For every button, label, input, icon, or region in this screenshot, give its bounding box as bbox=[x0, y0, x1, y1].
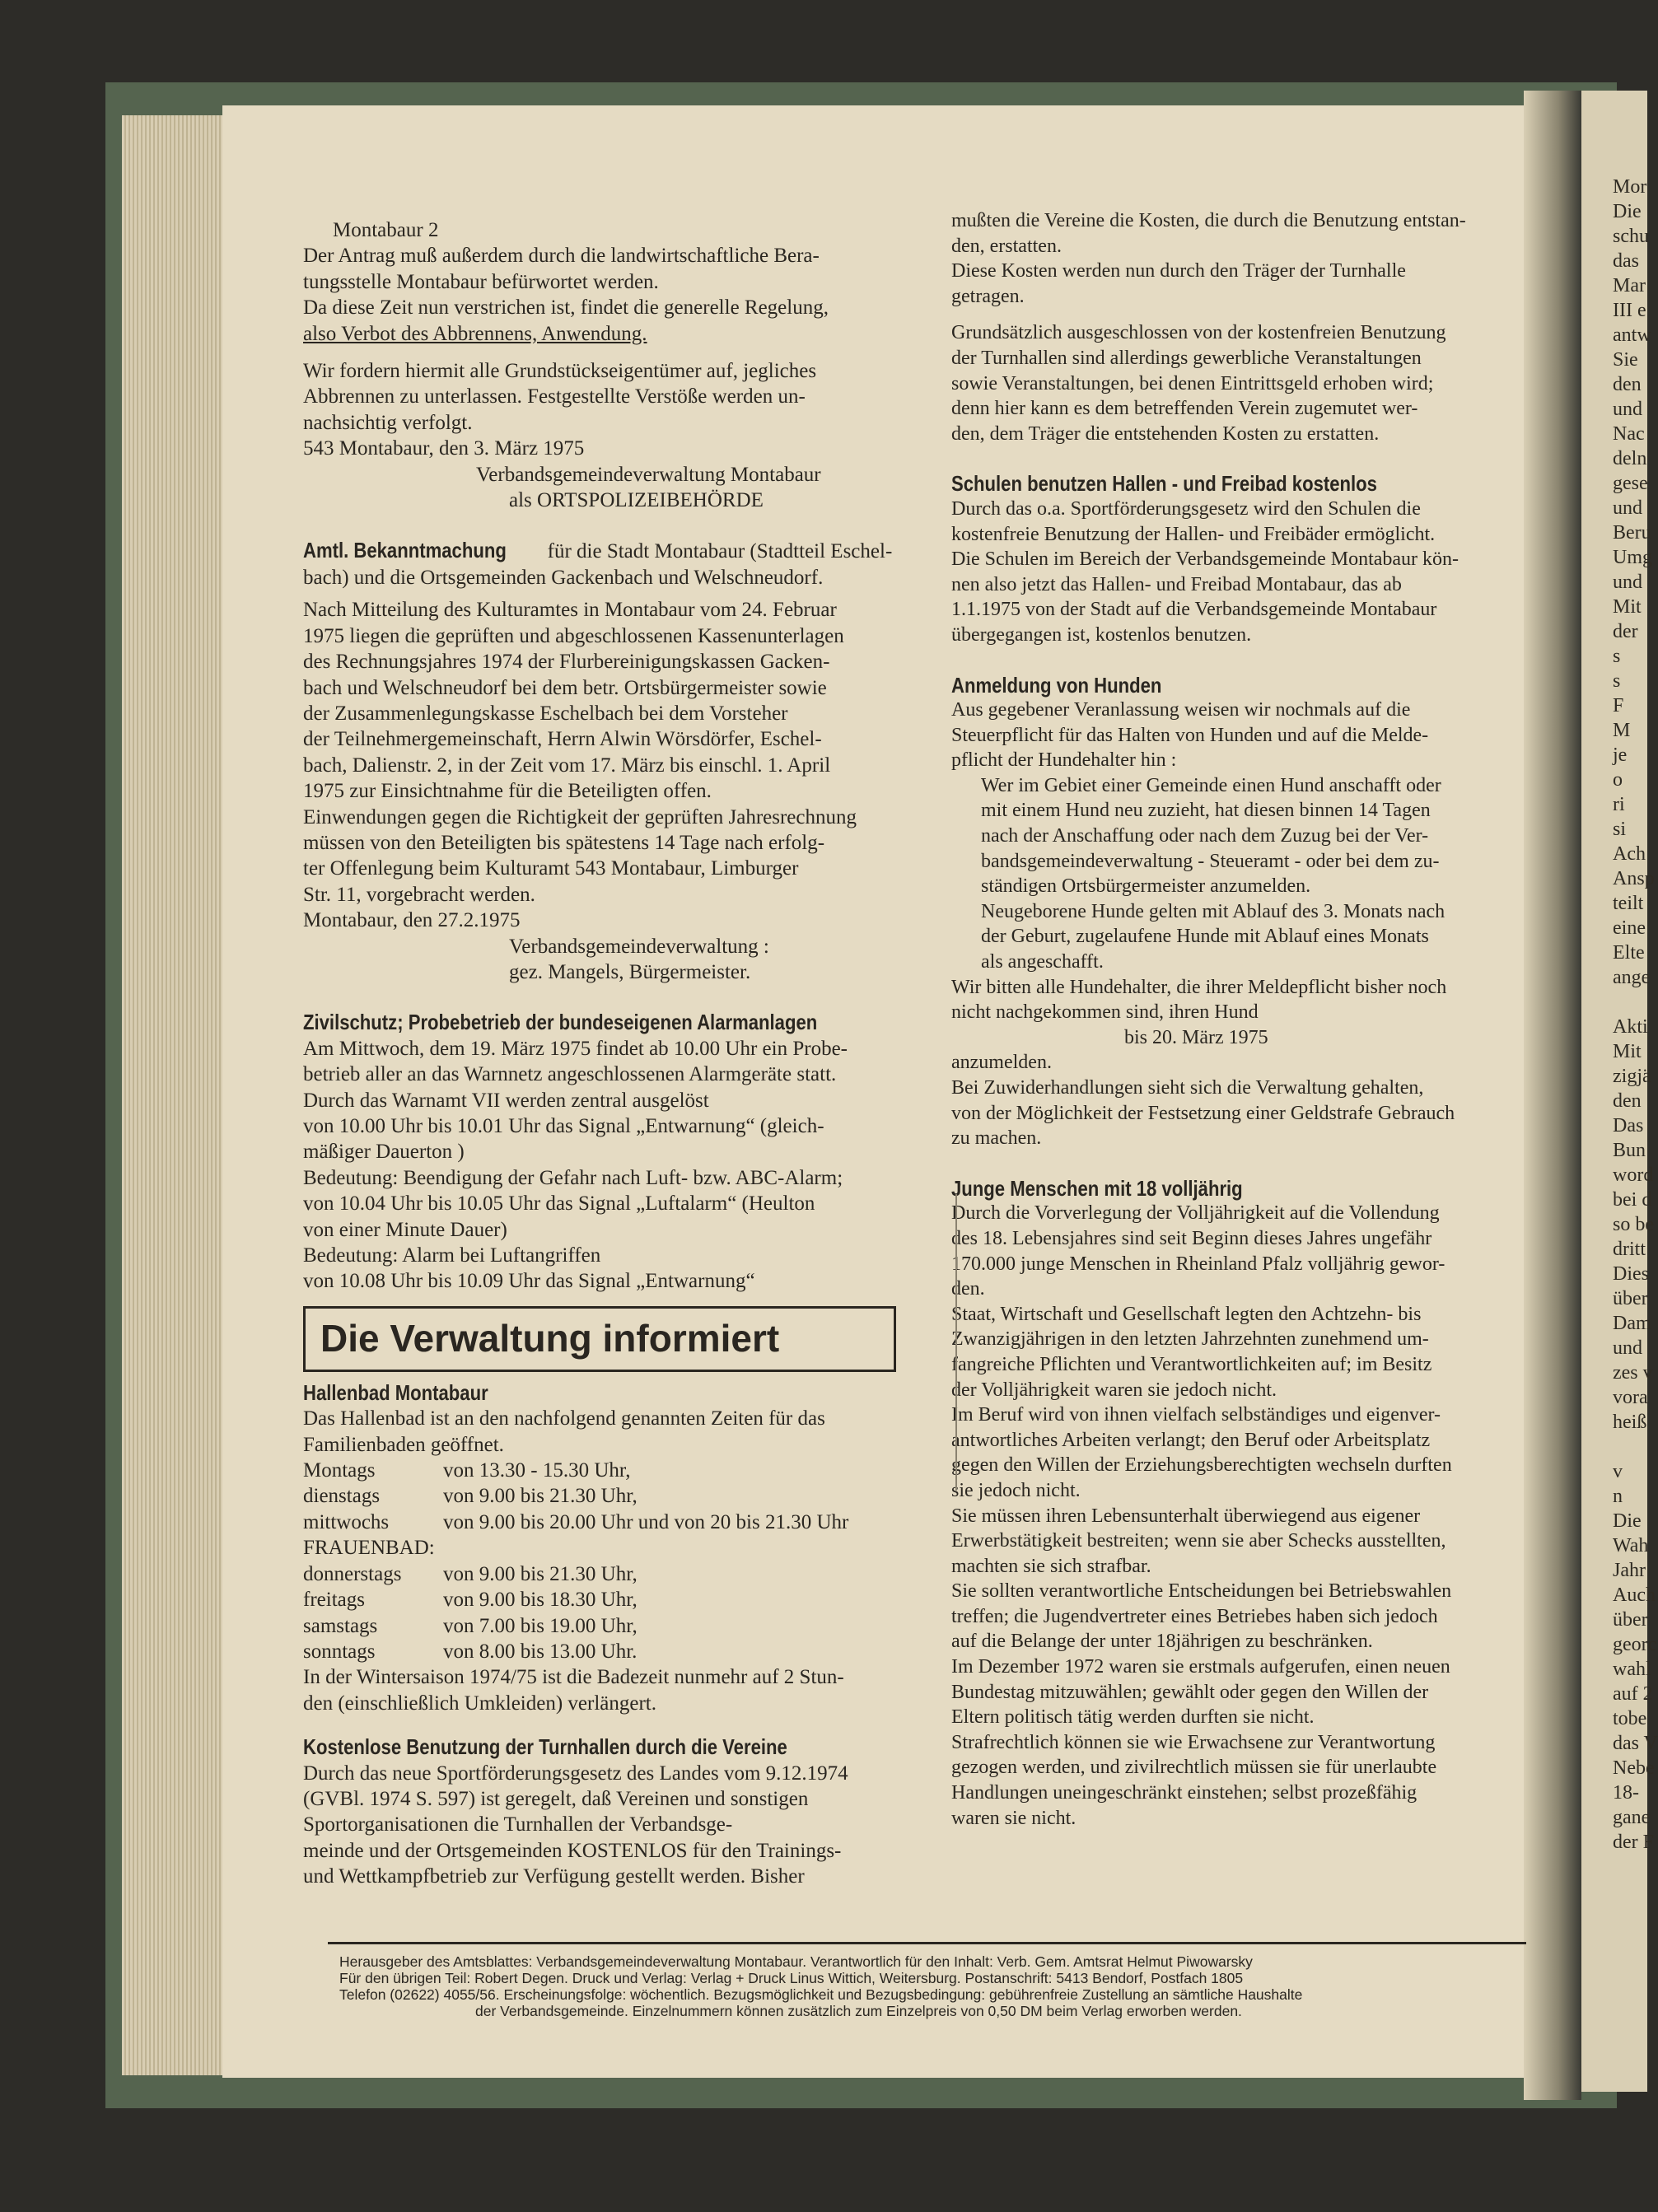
text-line: der Volljährigkeit waren sie jedoch nicht. bbox=[951, 1379, 1277, 1401]
next-page-fragment: Mit bbox=[1613, 1041, 1642, 1062]
schedule-day: samstags bbox=[303, 1614, 378, 1637]
footer-rule bbox=[328, 1942, 1526, 1944]
schedule-time: von 9.00 bis 18.30 Uhr, bbox=[443, 1589, 638, 1612]
section-heading: Hallenbad Montabaur bbox=[303, 1379, 488, 1405]
text-line: zu machen. bbox=[951, 1127, 1042, 1150]
text-line: In der Wintersaison 1974/75 ist die Badezeit nunmehr auf 2 Stun- bbox=[303, 1666, 844, 1689]
text-line: der Geburt, zugelaufene Hunde mit Ablauf eines Monats bbox=[981, 926, 1429, 948]
section-heading: Junge Menschen mit 18 volljährig bbox=[951, 1175, 1243, 1201]
schedule-day: donnerstags bbox=[303, 1562, 402, 1585]
text-line: Der Antrag muß außerdem durch die landwirtschaftliche Bera- bbox=[303, 245, 820, 268]
next-page-fragment: Jahr bbox=[1613, 1560, 1646, 1581]
text-line: von 10.08 Uhr bis 10.09 Uhr das Signal „Entwarnung“ bbox=[303, 1270, 755, 1293]
next-page-fragment: Beru bbox=[1613, 522, 1651, 544]
text-line: 1975 zur Einsichtnahme für die Beteiligten offen. bbox=[303, 780, 712, 803]
text-line: Sie müssen ihren Lebensunterhalt überwiegend aus eigener bbox=[951, 1505, 1421, 1527]
text-line: also Verbot des Abbrennens, Anwendung. bbox=[303, 322, 647, 345]
text-line: für die Stadt Montabaur (Stadtteil Eschel- bbox=[542, 540, 893, 563]
next-page-fragment: Umg bbox=[1613, 547, 1652, 568]
next-page-fragment: wahl bbox=[1613, 1659, 1651, 1680]
imprint-line: Telefon (02622) 4055/56. Erscheinungsfolge: wöchentlich. Bezugsmöglichkeit und Bezugsbedingung: gebührenfreie Zustellung an sämtliche Haushalte bbox=[339, 1986, 1303, 2003]
next-page-fragment: so be bbox=[1613, 1214, 1654, 1235]
next-page-fragment: auf 2 bbox=[1613, 1683, 1653, 1705]
text-line: 1.1.1975 von der Stadt auf die Verbandsgemeinde Montabaur bbox=[951, 599, 1437, 621]
text-line: den (einschließlich Umkleiden) verlängert. bbox=[303, 1692, 657, 1715]
schedule-time: von 13.30 - 15.30 Uhr, bbox=[443, 1459, 631, 1482]
text-line: Strafrechtlich können sie wie Erwachsene zur Verantwortung bbox=[951, 1731, 1436, 1753]
schedule-time: von 9.00 bis 21.30 Uhr, bbox=[443, 1485, 638, 1508]
text-line: und Wettkampfbetrieb zur Verfügung gestellt werden. Bisher bbox=[303, 1865, 805, 1888]
text-line: den, erstatten. bbox=[951, 235, 1062, 257]
text-line: ständigen Ortsbürgermeister anzumelden. bbox=[981, 875, 1311, 898]
signature-line: gez. Mangels, Bürgermeister. bbox=[509, 960, 751, 983]
text-line: betrieb aller an das Warnnetz angeschlossenen Alarmgeräte statt. bbox=[303, 1063, 837, 1086]
next-page-fragment: M bbox=[1613, 720, 1631, 741]
text-line: Im Dezember 1972 waren sie erstmals aufgerufen, einen neuen bbox=[951, 1656, 1450, 1678]
next-page-fragment: Wah bbox=[1613, 1535, 1649, 1556]
schedule-day: dienstags bbox=[303, 1485, 381, 1508]
text-line: Das Hallenbad ist an den nachfolgend genannten Zeiten für das bbox=[303, 1407, 825, 1430]
text-line: von 10.04 Uhr bis 10.05 Uhr das Signal „Luftalarm“ (Heulton bbox=[303, 1192, 815, 1216]
section-heading: Zivilschutz; Probebetrieb der bundeseigenen Alarmanlagen bbox=[303, 1010, 818, 1035]
text-line: fangreiche Pflichten und Verantwortlichkeiten auf; im Besitz bbox=[951, 1353, 1432, 1375]
next-page-fragment: georc bbox=[1613, 1634, 1657, 1655]
next-page-fragment: Bun bbox=[1613, 1140, 1646, 1161]
schedule-row bbox=[303, 1613, 946, 1639]
next-page-fragment: den bbox=[1613, 374, 1642, 395]
section-heading: Schulen benutzen Hallen - und Freibad kostenlos bbox=[951, 471, 1377, 497]
text-line: Wir fordern hiermit alle Grundstückseigentümer auf, jegliches bbox=[303, 360, 817, 383]
next-page-fragment: teilt bbox=[1613, 893, 1644, 914]
text-line: nach der Anschaffung oder nach dem Zuzug bei der Ver- bbox=[981, 825, 1429, 847]
text-line: 543 Montabaur, den 3. März 1975 bbox=[303, 437, 585, 460]
text-line: Die Schulen im Bereich der Verbandsgemeinde Montabaur kön- bbox=[951, 548, 1460, 571]
text-line: auf die Belange der unter 18jährigen zu beschränken. bbox=[951, 1631, 1373, 1653]
text-line: Sportorganisationen die Turnhallen der Verbandsge- bbox=[303, 1813, 733, 1836]
schedule-row bbox=[303, 1510, 946, 1535]
next-page-fragment: heiß bbox=[1613, 1412, 1647, 1433]
text-line: übergegangen ist, kostenlos benutzen. bbox=[951, 623, 1252, 646]
signature-line: Verbandsgemeindeverwaltung : bbox=[509, 935, 769, 958]
next-page-fragment: Dam bbox=[1613, 1313, 1651, 1334]
text-line: Staat, Wirtschaft und Gesellschaft legten den Achtzehn- bis bbox=[951, 1303, 1422, 1325]
text-line: von 10.00 Uhr bis 10.01 Uhr das Signal „Entwarnung“ (gleich- bbox=[303, 1115, 824, 1137]
next-page-fragment: antw bbox=[1613, 324, 1651, 346]
text-line: müssen von den Beteiligten bis spätestens 14 Tage nach erfolg- bbox=[303, 831, 825, 854]
text-line: Familienbaden geöffnet. bbox=[303, 1433, 504, 1456]
text-line: Am Mittwoch, dem 19. März 1975 findet ab 10.00 Uhr ein Probe- bbox=[303, 1037, 848, 1060]
next-page-fragment: Nac bbox=[1613, 423, 1645, 445]
text-line: Montabaur 2 bbox=[333, 219, 439, 241]
imprint-line: Für den übrigen Teil: Robert Degen. Druck und Verlag: Verlag + Druck Linus Wittich, Weitersburg. Postanschrift: 5413 Bendorf, Postfach 1805 bbox=[339, 1970, 1244, 1986]
imprint-footer bbox=[339, 1953, 1525, 2019]
zivil-section bbox=[303, 1010, 946, 1294]
next-page-fragment: Elte bbox=[1613, 942, 1645, 964]
text-line: Grundsätzlich ausgeschlossen von der kostenfreien Benutzung bbox=[951, 322, 1446, 344]
next-page-fragment: III e bbox=[1613, 300, 1646, 321]
text-line: Wir bitten alle Hundehalter, die ihrer Meldepflicht bisher noch bbox=[951, 976, 1447, 998]
turnhallen-section bbox=[303, 1734, 946, 1889]
text-line: Abbrennen zu unterlassen. Festgestellte Verstöße werden un- bbox=[303, 385, 806, 408]
grund-block bbox=[951, 320, 1544, 446]
signature-line: Verbandsgemeindeverwaltung Montabaur bbox=[476, 463, 821, 486]
text-line: der Zusammenlegungskasse Eschelbach bei dem Vorsteher bbox=[303, 702, 788, 725]
text-line: gegen den Willen der Erziehungsberechtigten wechseln durften bbox=[951, 1454, 1452, 1477]
next-page-fragment: den bbox=[1613, 1090, 1642, 1112]
next-page-fragment: Auch bbox=[1613, 1584, 1656, 1606]
next-page-fragment: Sie bbox=[1613, 349, 1638, 371]
text-line: Einwendungen gegen die Richtigkeit der geprüften Jahresrechnung bbox=[303, 805, 857, 828]
left-column bbox=[303, 217, 946, 1890]
text-line: 1975 liegen die geprüften und abgeschlossenen Kassenunterlagen bbox=[303, 624, 844, 647]
text-line: Im Beruf wird von ihnen vielfach selbständiges und eigenver- bbox=[951, 1404, 1441, 1426]
next-page-fragment: Die bbox=[1613, 201, 1642, 222]
next-page-fragment: Mar bbox=[1613, 275, 1646, 296]
section-heading: Amtl. Bekanntmachung bbox=[303, 538, 507, 563]
next-page-fragment: Akti bbox=[1613, 1016, 1648, 1038]
intro-block bbox=[303, 217, 946, 347]
next-page-fragment: je bbox=[1613, 744, 1628, 766]
text-line: Durch das Warnamt VII werden zentral ausgelöst bbox=[303, 1089, 709, 1112]
next-page-fragment: und bbox=[1613, 497, 1642, 519]
text-line: Eltern politisch tätig werden durften sie nicht. bbox=[951, 1706, 1315, 1729]
text-line: Bundestag mitzuwählen; gewählt oder gegen den Willen der bbox=[951, 1681, 1429, 1703]
next-page-fragment: das V bbox=[1613, 1733, 1658, 1754]
text-line: Sie sollten verantwortliche Entscheidungen bei Betriebswahlen bbox=[951, 1580, 1452, 1603]
text-line: mußten die Vereine die Kosten, die durch die Benutzung entstan- bbox=[951, 210, 1466, 231]
next-page-fragment: s bbox=[1613, 670, 1621, 692]
text-line: Montabaur, den 27.2.1975 bbox=[303, 909, 521, 932]
text-line: nicht nachgekommen sind, ihren Hund bbox=[951, 1001, 1259, 1024]
text-line: anzumelden. bbox=[951, 1052, 1052, 1074]
next-page-fragment: und bbox=[1613, 572, 1642, 593]
next-page-fragment: der F bbox=[1613, 1832, 1654, 1853]
text-line: bach, Dalienstr. 2, in der Zeit vom 17. März bis einschl. 1. April bbox=[303, 754, 831, 777]
next-page-fragment: dritt bbox=[1613, 1239, 1646, 1260]
text-line: Handlungen uneingeschränkt einstehen; selbst prozeßfähig bbox=[951, 1782, 1417, 1804]
section-heading: Kostenlose Benutzung der Turnhallen durch die Vereine bbox=[303, 1734, 787, 1760]
next-page-fragment: Die bbox=[1613, 1510, 1642, 1532]
next-page-fragment: über bbox=[1613, 1288, 1648, 1309]
next-page-fragment: der bbox=[1613, 621, 1638, 642]
column-divider bbox=[955, 1194, 957, 1491]
next-page-fragment: Ansp bbox=[1613, 868, 1655, 889]
imprint-line: der Verbandsgemeinde. Einzelnummern können zusätzlich zum Einzelpreis von 0,50 DM beim Verlag erworben werden. bbox=[475, 2003, 1242, 2019]
text-line: Neugeborene Hunde gelten mit Ablauf des 3. Monats nach bbox=[981, 900, 1445, 922]
text-line: Bei Zuwiderhandlungen sieht sich die Verwaltung gehalten, bbox=[951, 1077, 1424, 1099]
schedule-day: Montags bbox=[303, 1459, 376, 1482]
next-page-fragment: s bbox=[1613, 646, 1621, 667]
right-column bbox=[951, 208, 1544, 1831]
next-page-fragment: n bbox=[1613, 1486, 1623, 1507]
junge-section bbox=[951, 1176, 1544, 1831]
next-page-fragment: si bbox=[1613, 819, 1627, 840]
next-page-fragment: bei d bbox=[1613, 1189, 1652, 1211]
text-line: pflicht der Hundehalter hin : bbox=[951, 749, 1177, 772]
next-page-fragment: deln bbox=[1613, 448, 1647, 469]
next-page-fragment: ange bbox=[1613, 967, 1651, 988]
schulen-section bbox=[951, 471, 1544, 647]
text-line: mit einem Hund neu zuzieht, hat diesen binnen 14 Tagen bbox=[981, 800, 1431, 822]
text-line: treffen; die Jugendvertreter eines Betriebes haben sich jedoch bbox=[951, 1605, 1438, 1627]
next-page-fragment: das bbox=[1613, 250, 1639, 272]
text-line: der Turnhallen sind allerdings gewerbliche Veranstaltungen bbox=[951, 347, 1422, 369]
next-page-fragment: Dies bbox=[1613, 1263, 1649, 1285]
next-page-fragment: vora bbox=[1613, 1387, 1648, 1408]
text-line: des Rechnungsjahres 1974 der Flurbereinigungskassen Gacken- bbox=[303, 651, 830, 674]
next-page-fragment: ri bbox=[1613, 794, 1625, 815]
text-line: Durch das neue Sportförderungsgesetz des Landes vom 9.12.1974 bbox=[303, 1762, 848, 1785]
next-page-fragment: Ach bbox=[1613, 843, 1646, 865]
text-line: Bedeutung: Alarm bei Luftangriffen bbox=[303, 1244, 601, 1267]
text-line: Durch das o.a. Sportförderungsgesetz wird den Schulen die bbox=[951, 497, 1421, 520]
text-line: machten sie sich strafbar. bbox=[951, 1555, 1151, 1577]
imprint-line: Herausgeber des Amtsblattes: Verbandsgemeindeverwaltung Montabaur. Verantwortlich für den Inhalt: Verb. Gem. Amtsrat Helmut Piwowarsky bbox=[339, 1953, 1253, 1970]
text-line: antwortliches Arbeiten verlangt; den Beruf oder Arbeitsplatz bbox=[951, 1429, 1431, 1451]
text-line: bach) und die Ortsgemeinden Gackenbach und Welschneudorf. bbox=[303, 566, 824, 589]
next-page-fragment: und bbox=[1613, 1337, 1642, 1359]
next-page-fragment: o bbox=[1613, 769, 1623, 791]
text-line: kostenfreie Benutzung der Hallen- und Freibäder ermöglicht. bbox=[951, 523, 1436, 545]
text-line: Wer im Gebiet einer Gemeinde einen Hund anschafft oder bbox=[981, 774, 1441, 796]
next-page-fragment: word bbox=[1613, 1164, 1654, 1186]
text-line: Diese Kosten werden nun durch den Träger der Turnhalle bbox=[951, 260, 1406, 282]
text-line: gezogen werden, und zivilrechtlich müssen sie für unerlaubte bbox=[951, 1757, 1437, 1779]
text-line: (GVBl. 1974 S. 597) ist geregelt, daß Vereinen und sonstigen bbox=[303, 1787, 809, 1810]
text-line: Da diese Zeit nun verstrichen ist, findet die generelle Regelung, bbox=[303, 296, 829, 320]
order-block bbox=[303, 358, 946, 513]
next-page-fragment: schu bbox=[1613, 226, 1649, 247]
schedule-time: von 9.00 bis 20.00 Uhr und von 20 bis 21.30 Uhr bbox=[443, 1510, 849, 1533]
text-line: waren sie nicht. bbox=[951, 1807, 1077, 1829]
text-line: Aus gegebener Veranlassung weisen wir nochmals auf die bbox=[951, 699, 1411, 721]
next-page-fragment: Das bbox=[1613, 1115, 1644, 1136]
next-page-fragment: zigjä bbox=[1613, 1066, 1651, 1087]
schedule-row bbox=[303, 1483, 946, 1509]
text-line: mäßiger Dauerton ) bbox=[303, 1141, 465, 1164]
page-edges bbox=[122, 115, 237, 2075]
next-page-fragment: und bbox=[1613, 399, 1642, 420]
text-line: 170.000 junge Menschen in Rheinland Pfalz volljährig gewor- bbox=[951, 1253, 1445, 1275]
next-page-fragment: v bbox=[1613, 1461, 1623, 1482]
text-line: Str. 11, vorgebracht werden. bbox=[303, 883, 535, 906]
schedule-day: mittwochs bbox=[303, 1510, 390, 1533]
text-line: nen also jetzt das Hallen- und Freibad Montabaur, das ab bbox=[951, 573, 1402, 595]
text-line: des 18. Lebensjahres sind seit Beginn dieses Jahres ungefähr bbox=[951, 1227, 1432, 1249]
text-line: bandsgemeindeverwaltung - Steueramt - oder bei dem zu- bbox=[981, 850, 1440, 872]
next-page-fragment: gane bbox=[1613, 1807, 1651, 1828]
text-line: FRAUENBAD: bbox=[303, 1537, 435, 1560]
next-page-fragment: Mor bbox=[1613, 176, 1647, 198]
text-line: nachsichtig verfolgt. bbox=[303, 411, 473, 434]
hunde-section bbox=[951, 673, 1544, 1151]
text-line: von der Möglichkeit der Festsetzung einer Geldstrafe Gebrauch bbox=[951, 1102, 1455, 1124]
text-line: von einer Minute Dauer) bbox=[303, 1218, 507, 1241]
next-page-fragment: eine bbox=[1613, 917, 1646, 939]
schedule-row bbox=[303, 1561, 946, 1587]
next-page-fragment: F bbox=[1613, 695, 1624, 716]
next-page-fragment: zes v bbox=[1613, 1362, 1653, 1384]
next-page-fragment: gese bbox=[1613, 473, 1648, 494]
next-page-fragment: Nebe bbox=[1613, 1757, 1655, 1779]
text-line: tungsstelle Montabaur befürwortet werden. bbox=[303, 270, 659, 293]
next-page-fragment: über bbox=[1613, 1609, 1648, 1631]
text-line: sowie Veranstaltungen, bei denen Eintrittsgeld erhoben wird; bbox=[951, 372, 1434, 394]
schedule-day: freitags bbox=[303, 1589, 365, 1612]
text-line: ter Offenlegung beim Kulturamt 543 Montabaur, Limburger bbox=[303, 857, 799, 880]
text-line: sie jedoch nicht. bbox=[951, 1479, 1081, 1501]
schedule-time: von 9.00 bis 21.30 Uhr, bbox=[443, 1562, 638, 1585]
turnhallen-continued bbox=[951, 208, 1544, 309]
text-line: der Teilnehmergemeinschaft, Herrn Alwin Wörsdörfer, Eschel- bbox=[303, 728, 822, 751]
text-line: Zwanzigjährigen in den letzten Jahrzehnten zunehmend um- bbox=[951, 1328, 1429, 1351]
text-line: bach und Welschneudorf bei dem betr. Ortsbürgermeister sowie bbox=[303, 676, 827, 699]
section-heading: Anmeldung von Hunden bbox=[951, 672, 1162, 698]
text-line: den. bbox=[951, 1278, 985, 1300]
text-line: Durch die Vorverlegung der Volljährigkeit auf die Vollendung bbox=[951, 1202, 1440, 1225]
amtl-section bbox=[303, 538, 946, 985]
text-line: Erwerbstätigkeit bestreiten; wenn sie aber Schecks ausstellten, bbox=[951, 1530, 1446, 1552]
text-line: Nach Mitteilung des Kulturamtes in Montabaur vom 24. Februar bbox=[303, 599, 837, 622]
text-line: als angeschafft. bbox=[981, 951, 1104, 973]
schedule-row bbox=[303, 1458, 946, 1483]
banner-title: Die Verwaltung informiert bbox=[303, 1306, 896, 1372]
schedule-day: sonntags bbox=[303, 1640, 376, 1663]
schedule-row bbox=[303, 1587, 946, 1612]
schedule-time: von 7.00 bis 19.00 Uhr, bbox=[443, 1614, 638, 1637]
next-page-fragment: tobe bbox=[1613, 1708, 1647, 1729]
text-line: den, dem Träger die entstehenden Kosten zu erstatten. bbox=[951, 422, 1380, 445]
signature-line: als ORTSPOLIZEIBEHÖRDE bbox=[509, 489, 764, 512]
next-page-fragment: 18- bbox=[1613, 1782, 1639, 1804]
text-line: meinde und der Ortsgemeinden KOSTENLOS für den Trainings- bbox=[303, 1839, 842, 1862]
hallenbad-section bbox=[303, 1380, 946, 1716]
text-line: getragen. bbox=[951, 285, 1025, 307]
text-line: Bedeutung: Beendigung der Gefahr nach Luft- bzw. ABC-Alarm; bbox=[303, 1166, 843, 1189]
schedule-row bbox=[303, 1639, 946, 1664]
schedule-time: von 8.00 bis 13.00 Uhr. bbox=[443, 1640, 638, 1663]
next-page-fragment: Mit bbox=[1613, 596, 1642, 618]
text-line: Steuerpflicht für das Halten von Hunden und auf die Melde- bbox=[951, 724, 1429, 746]
text-line: denn hier kann es dem betreffenden Verein zugemutet wer- bbox=[951, 398, 1418, 420]
date-line: bis 20. März 1975 bbox=[1124, 1026, 1268, 1048]
